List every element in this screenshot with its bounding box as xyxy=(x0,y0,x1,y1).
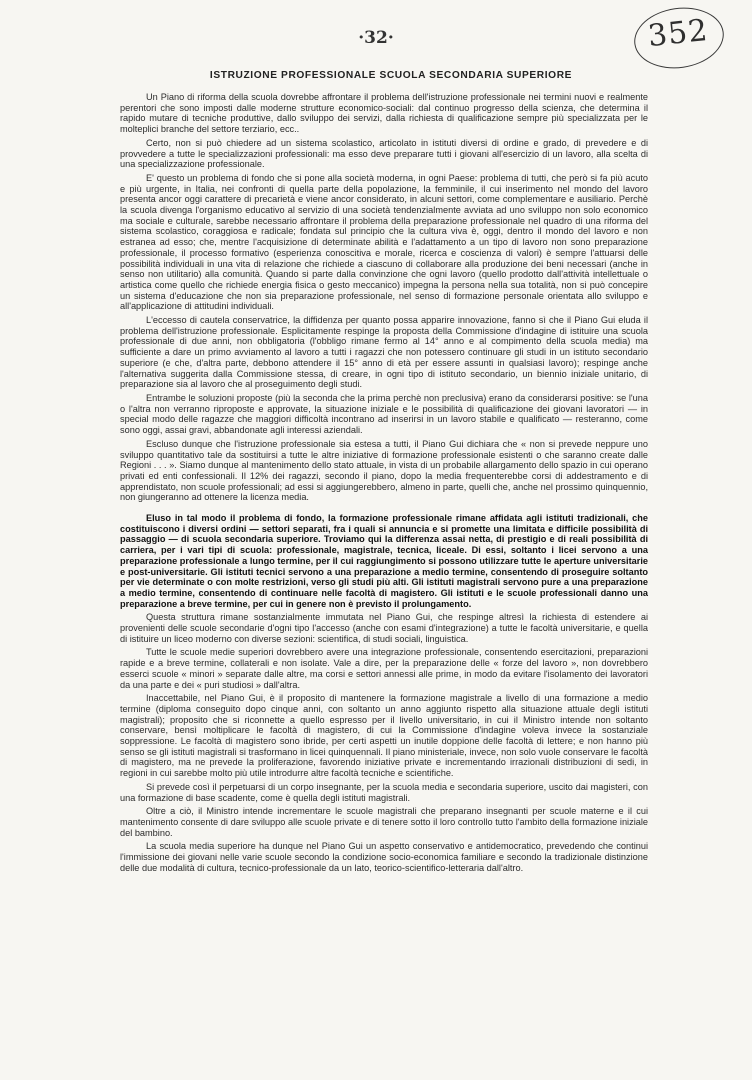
paragraph: Certo, non si può chiedere ad un sistema scolastico, articolato in istituti diversi di ordine e grado, di prevedere e di provvedere a tutte le specializzazioni professionali: ma esso deve preparare tutti i giovani all'esercizio di un lavoro, alla scelta di una specializzazione professionale. xyxy=(120,137,648,170)
paragraph: Inaccettabile, nel Piano Gui, è il proposito di mantenere la formazione magistrale a livello di una formazione a medio termine (diploma conseguito dopo cinque anni, con soltanto un anno aggiunto rispetto alla situazione attuale degli istituti magistrali); proposito che si riconnette a quello espresso per il livello universitario, in cui il Ministro intende non soltanto conservare, bensì moltiplicare le facoltà di magistero, di cui la Commissione d'indagine voleva invece la sostanziale soppressione. Le facoltà di magistero sono ibride, per certi aspetti un inutile doppione delle facoltà di lettere; e non hanno più senso se gli istituti magistrali si trasformano in licei quinquennali. Il piano ministeriale, invece, non solo vuole conservare le facoltà di magistero, ma ne prevede la proliferazione, favorendo iniziative private e incrementando irrazionali distribuzioni di sedi, in regioni in cui sarebbe molto più utile introdurre altre facoltà tecniche e scientifiche. xyxy=(120,693,648,779)
paragraph: L'eccesso di cautela conservatrice, la diffidenza per quanto possa apparire innovazione, fanno sì che il Piano Gui eluda il problema dell'istruzione professionale. Esplicitamente respinge la proposta della Commissione d'indagine di istituire una scuola professionale di due anni, non obbligatoria (l'obbligo rimane fermo al 14° anno e al compimento della scuola media) ma sufficiente a dare un primo avviamento al lavoro a tutti i ragazzi che non potessero continuare gli studi in un istituto secondario superiore (e che, d'altra parte, debbono attendere il 15° anno di età per essere assunti in qualsiasi lavoro); respinge anche l'alternativa suggerita dalla Commissione stessa, di creare, in ogni tipo di istituto secondario, un biennio iniziale unitario, di preparazione sia al lavoro che al proseguimento degli studi. xyxy=(120,315,648,390)
archive-number: 352 xyxy=(646,12,710,55)
paragraph: Tutte le scuole medie superiori dovrebbero avere una integrazione professionale, consentendo esercitazioni, preparazioni rapide e a breve termine, collaterali e non isolate. Vale a dire, per la preparazione delle « forze del lavoro », non dovrebbero esserci scuole « minori » separate dalle altre, ma corsi e settori annessi alle prime, in modo da evitare l'isolamento dei lavoratori da una parte e dei « puri studiosi » dall'altra. xyxy=(120,647,648,690)
page-title: ISTRUZIONE PROFESSIONALE SCUOLA SECONDARIA SUPERIORE xyxy=(209,70,573,81)
paragraph: Oltre a ciò, il Ministro intende incrementare le scuole magistrali che preparano insegnanti per scuole materne e il cui mantenimento consente di dare sviluppo alle scuole private e di tenere sotto il loro controllo tutto l'ambito della formazione iniziale del bambino. xyxy=(120,806,648,838)
article-body xyxy=(120,92,648,874)
page-number: ·32· xyxy=(358,28,394,48)
paragraph: Un Piano di riforma della scuola dovrebbe affrontare il problema dell'istruzione professionale nei termini nuovi e realmente perentori che sono imposti dalle moderne strutture economico-sociali: dal continuo progresso della scienza, che determina il rapido mutare di tecniche produttive, dallo sviluppo dei servizi, dalla richiesta di qualificazione sempre più specializzata per le molteplici branche del settore terziario, ecc.. xyxy=(120,92,648,135)
paragraph: Entrambe le soluzioni proposte (più la seconda che la prima perchè non preclusiva) erano da considerarsi positive: se l'una o l'altra non verranno riproposte e approvate, la situazione iniziale e le possibilità di qualificazione dei giovani lavoratori — in special modo delle ragazze che maggiori difficoltà incontrano ad inserirsi in un lavoro stabile e qualificato — resteranno, come sono oggi, assai gravi, abbandonate agli interessi aziendali. xyxy=(120,392,648,436)
paragraph: Si prevede così il perpetuarsi di un corpo insegnante, per la scuola media e secondaria superiore, uscito dai magisteri, con una formazione di base scadente, come è quella degli istituti magistrali. xyxy=(120,781,648,803)
paragraph: E' questo un problema di fondo che si pone alla società moderna, in ogni Paese: problema di tutti, che però si fa più acuto e più urgente, in Italia, nei confronti di quella parte della popolazione, la femminile, il cui inserimento nel mondo del lavoro presenta ancor oggi carattere di precarietà e viene ancor considerato, in alcuni settori, come complementare e ausiliario. Perchè la scuola divenga l'organismo educativo al servizio di una società tendenzialmente avviata ad uno sviluppo non solo economico ma sociale e culturale, sarebbe necessario affrontare il problema della preparazione professionale nel quadro di una riforma del sistema scolastico, coraggiosa e radicale; fondata sul principio che la cultura viva è, oggi, dentro il mondo del lavoro e non estranea ad esso; che, mentre l'acquisizione di determinate abilità e l'adattamento a un tipo di lavoro non sono preparazione professionale, il processo formativo (esperienza conoscitiva e morale, ricerca e coscienza di valori) è sempre l'attuarsi delle possibilità individuali in una vita di relazione che richiede a ciascuno di collaborare alla produzione dei beni necessari (anche in senso non utilitario) alla comunità. Quando si parte dalla convinzione che ogni lavoro (quello prodotto dall'attività intellettuale o artistica come quello che richiede energia fisica o gesto meccanico) impegna la persona nella sua totalità, non si può concepire un sistema d'educazione che non sia preparazione professionale, nel senso di formazione personale orientata allo sviluppo e all'applicazione di attitudini individuali. xyxy=(120,172,648,312)
paragraph: La scuola media superiore ha dunque nel Piano Gui un aspetto conservativo e antidemocratico, prevedendo che continui l'immissione dei giovani nelle varie scuole secondo la condizione socio-economica familiare e secondo la tradizionale distinzione delle due modalità di cultura, tecnico-professionale da un lato, teorico-scientifico-letteraria dall'altro. xyxy=(120,841,648,873)
paragraph-bold: Eluso in tal modo il problema di fondo, la formazione professionale rimane affidata agli istituti tradizionali, che costituiscono i diversi ordini — settori separati, fra i quali si annuncia e si promette una limitata e difficile possibilità di passaggio — di scuola secondaria superiore. Troviamo qui la differenza assai netta, di prestigio e di reali possibilità di carriera, per i vari tipi di scuola: professionale, magistrale, tecnica, liceale. Di essi, soltanto i licei servono a una preparazione professionale a lungo termine, per il cui raggiungimento si possono utilizzare tutte le aperture universitarie e post-universitarie. Gli istituti tecnici servono a una preparazione a medio termine, consentendo di proseguire soltanto per vie determinate o con molte restrizioni, verso gli studi più alti. Gli istituti magistrali servono pure a una preparazione a medio termine, consentendo di continuare nelle facoltà di magistero. Gli istituti e le scuole professionali danno una preparazione a breve termine, per cui in genere non è previsto il prolungamento. xyxy=(120,513,648,609)
paragraph: Questa struttura rimane sostanzialmente immutata nel Piano Gui, che respinge altresì la richiesta di estendere ai provenienti delle scuole secondarie d'ogni tipo l'accesso (anche con esami d'integrazione) a tutte le facoltà universitarie, e quella di istituire un liceo moderno con diverse sezioni: scientifica, di studi sociali, linguistica. xyxy=(120,612,648,644)
paragraph: Escluso dunque che l'istruzione professionale sia estesa a tutti, il Piano Gui dichiara che « non si prevede neppure uno sviluppo quantitativo tale da sostituirsi a tutte le altre iniziative di formazione professionale esistenti o che saranno create dalle Regioni . . . ». Siamo dunque al mantenimento dello stato attuale, in vista di un probabile allargamento dello spazio in cui operano privati ed enti confessionali. Il 12% dei ragazzi, secondo il piano, dopo la media frequenterebbe corsi di addestramento e di apprendistato, non scuole professionali; ad essi si aggiungerebbero, almeno in parte, quelli che, anche nel prossimo quinquennio, non giungeranno ad ottenere la licenza media. xyxy=(120,438,648,503)
